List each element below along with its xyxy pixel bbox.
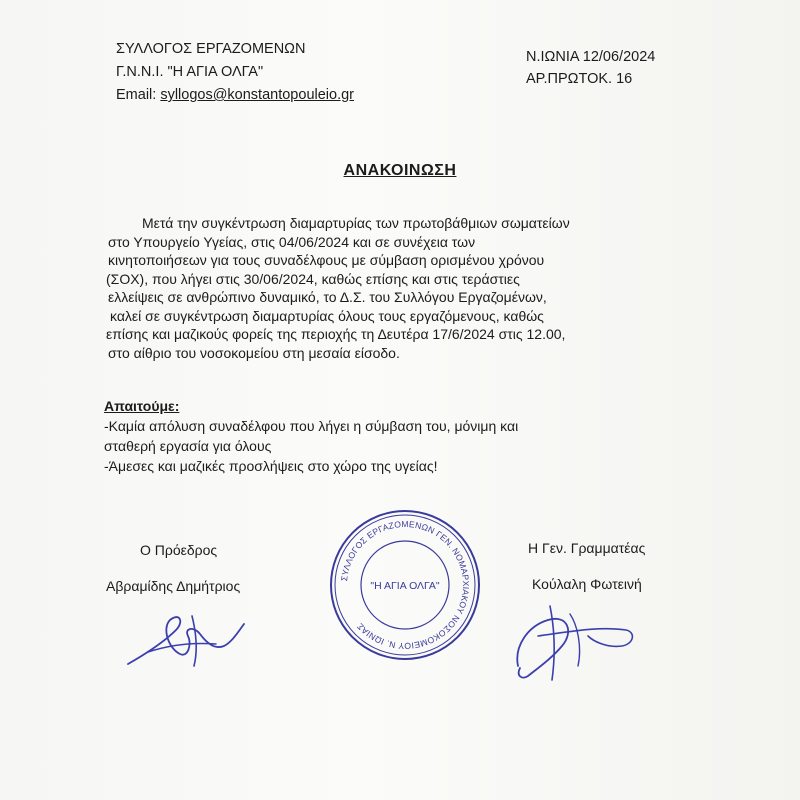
stamp-outer-text: ΣΥΛΛΟΓΟΣ ΕΡΓΑΖΟΜΕΝΩΝ ΓΕΝ. ΝΟΜΑΡΧΙΑΚΟΥ ΝΟΣΟΚΟΜΕΙΟΥ Ν. ΙΩΝΙΑΣ <box>339 518 472 652</box>
body-line: στο Υπουργείο Υγείας, στις 04/06/2024 και σε συνέχεια των <box>108 233 476 250</box>
stamp-center-text: "Η ΑΓΙΑ ΟΛΓΑ" <box>370 580 440 592</box>
organization-header <box>116 38 354 107</box>
president-name: Αβραμίδης Δημήτριος <box>106 578 241 594</box>
email-line <box>116 84 354 107</box>
announcement-title: ΑΝΑΚΟΙΝΩΣΗ <box>343 162 457 179</box>
org-name: ΣΥΛΛΟΓΟΣ ΕΡΓΑΖΟΜΕΝΩΝ <box>116 41 306 57</box>
email-label: Email: <box>116 87 157 103</box>
demand-item: σταθερή εργασία για όλους <box>104 438 272 454</box>
body-line: Μετά την συγκέντρωση διαμαρτυρίας των πρωτοβάθμιων σωματείων <box>142 215 570 231</box>
body-line: επίσης και μαζικούς φορείς της περιοχής τη Δευτέρα 17/6/2024 στις 12.00, <box>106 326 566 342</box>
demands-heading: Απαιτούμε: <box>104 398 180 414</box>
body-line: καλεί σε συγκέντρωση διαμαρτυρίας όλους τους εργαζόμενους, καθώς <box>110 307 544 324</box>
demand-item: -Άμεσες και μαζικές προσλήψεις στο χώρο της υγείας! <box>104 458 438 474</box>
demands-section <box>104 396 518 476</box>
official-stamp <box>325 505 485 665</box>
announcement-body <box>106 214 706 362</box>
demand-item: -Καμία απόλυση συναδέλφου που λήγει η σύμβαση του, μόνιμη και <box>104 418 519 434</box>
email-link[interactable]: syllogos@konstantopouleio.gr <box>160 87 354 103</box>
secretary-name: Κούλαλη Φωτεινή <box>532 576 642 592</box>
president-signature <box>118 604 258 676</box>
protocol-number: ΑΡ.ΠΡΩΤΟΚ. 16 <box>526 71 633 87</box>
document-date: Ν.ΙΩΝΙΑ 12/06/2024 <box>526 49 656 65</box>
secretary-signature <box>498 596 648 686</box>
secretary-role: Η Γεν. Γραμματέας <box>528 540 646 556</box>
body-line: στο αίθριο του νοσοκομείου στη μεσαία είσοδο. <box>108 344 400 361</box>
president-role: Ο Πρόεδρος <box>140 542 218 558</box>
body-line: κινητοποιήσεων για τους συναδέλφους με σύμβαση ορισμένου χρόνου <box>108 252 545 268</box>
body-line: ελλείψεις σε ανθρώπινο δυναμικό, το Δ.Σ. του Συλλόγου Εργαζομένων, <box>108 289 547 305</box>
reference-block <box>526 46 655 90</box>
body-line: (ΣΟΧ), που λήγει στις 30/06/2024, καθώς επίσης και στις τεράστιες <box>106 270 520 287</box>
hospital-name: Γ.Ν.Ν.Ι. "Η ΑΓΙΑ ΟΛΓΑ" <box>116 64 264 80</box>
